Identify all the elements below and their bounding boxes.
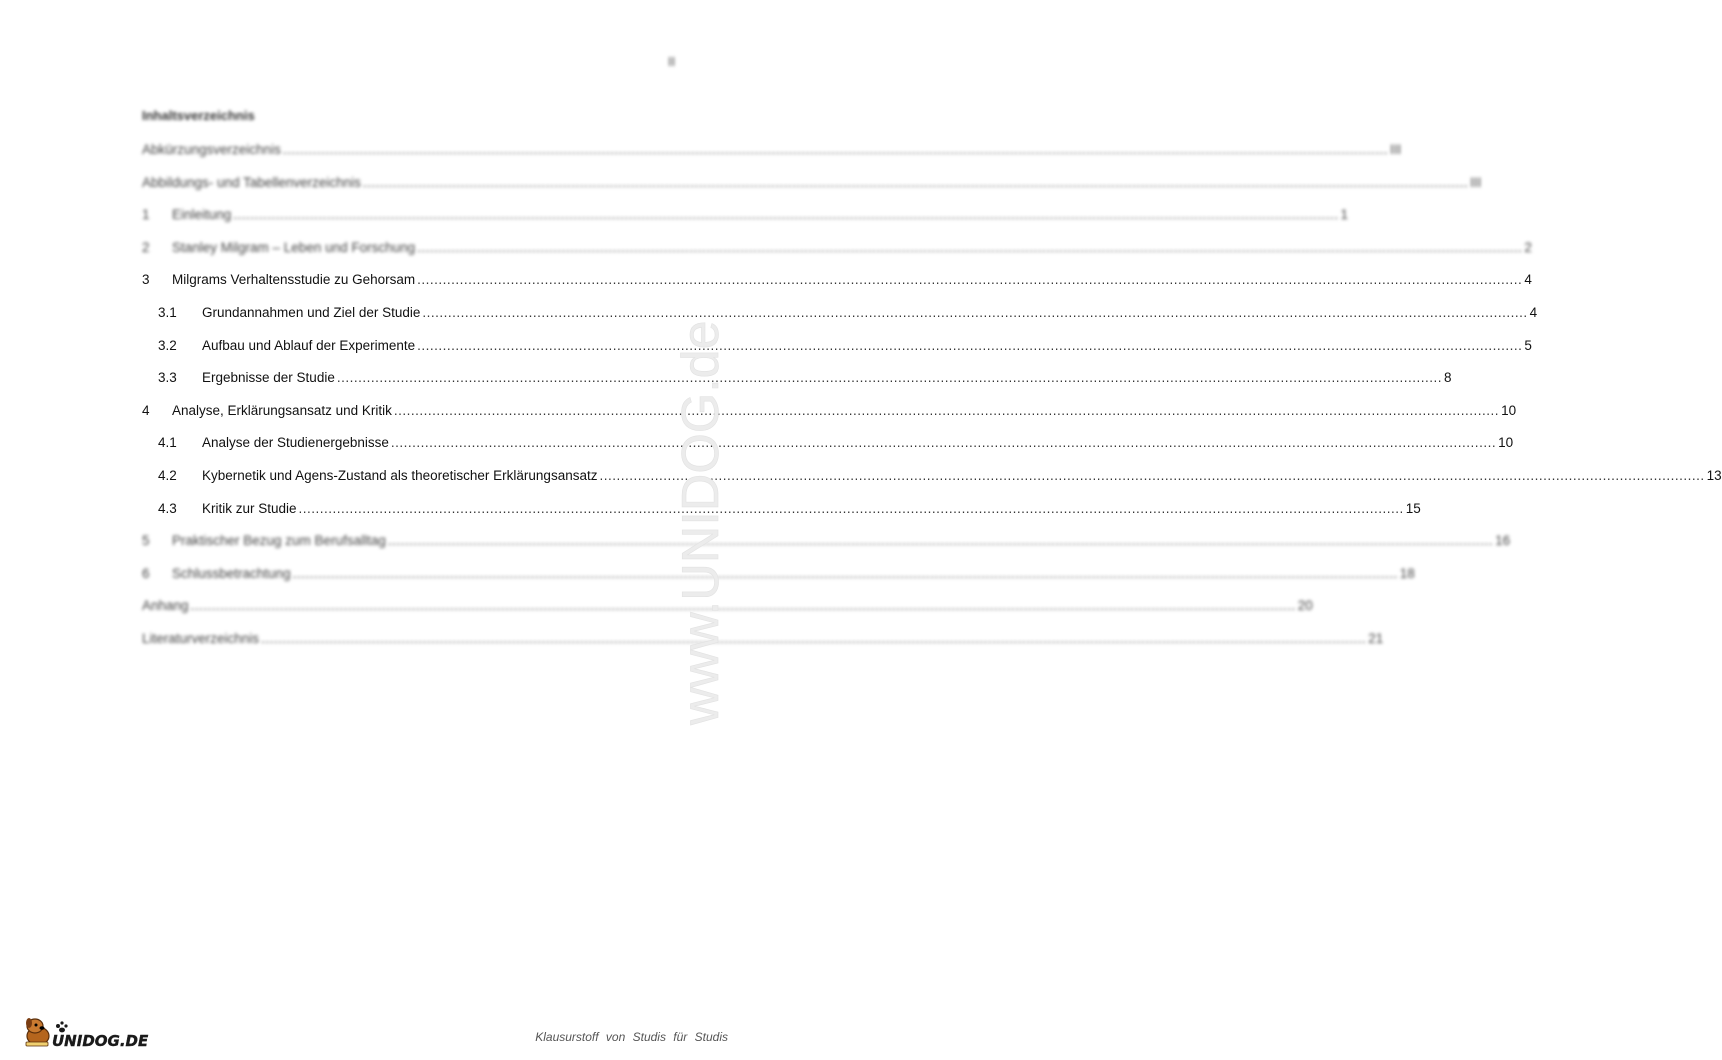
toc-leader-dots: ....................................................................................................................................................................................................................................................................: [417, 272, 1523, 287]
toc-entry-page: 5: [1524, 338, 1532, 353]
watermark-text: www.UNIDOG.de: [672, 320, 730, 725]
toc-entry-number: 1: [142, 207, 150, 222]
toc-entry-title: Stanley Milgram – Leben und Forschung: [172, 240, 416, 255]
toc-entry-number: 2: [142, 240, 150, 255]
toc-entry-number: 4.3: [158, 501, 177, 516]
toc-entry: [142, 564, 1415, 584]
toc-entry: [142, 401, 1517, 421]
toc-leader-dots: ....................................................................................................................................................................................................................................................................: [298, 501, 1404, 516]
toc-entry-title: Grundannahmen und Ziel der Studie: [202, 305, 421, 320]
toc-leader-dots: ....................................................................................................................................................................................................................................................................: [390, 435, 1497, 450]
toc-entry: [142, 629, 1384, 649]
toc-leader-dots: ....................................................................................................................................................................................................................................................................: [422, 305, 1528, 320]
toc-entry: [142, 596, 1313, 616]
toc-leader-dots: ....................................................................................................................................................................................................................................................................: [261, 631, 1367, 646]
toc-entry-number: 3.2: [158, 338, 177, 353]
toc-entry-page: 13: [1706, 468, 1722, 483]
toc-entry-number: 6: [142, 566, 150, 581]
page-number: II: [668, 54, 676, 69]
paw-icon: [56, 1021, 68, 1032]
toc-entry-page: 2: [1524, 240, 1532, 255]
toc-entry-page: 4: [1524, 272, 1532, 287]
toc-entry-title: Kybernetik und Agens-Zustand als theoretischer Erklärungsansatz: [202, 468, 598, 483]
toc-leader-dots: ....................................................................................................................................................................................................................................................................: [362, 175, 1469, 190]
toc-entry-page: 10: [1501, 403, 1517, 418]
toc-leader-dots: ....................................................................................................................................................................................................................................................................: [282, 142, 1389, 157]
toc-entry-title: Einleitung: [172, 207, 232, 222]
toc-entry-page: III: [1390, 142, 1402, 157]
toc-entry: [142, 466, 1722, 486]
toc-entry: [142, 173, 1482, 193]
toc-entry-page: 4: [1529, 305, 1538, 320]
toc-entry-page: III: [1470, 175, 1482, 190]
toc-entry-title: Ergebnisse der Studie: [202, 370, 335, 385]
toc-entry: [142, 499, 1421, 519]
toc-entry-number: 4: [142, 403, 150, 418]
toc-entry-title: Kritik zur Studie: [202, 501, 297, 516]
toc-entry: [142, 270, 1532, 290]
toc-leader-dots: ....................................................................................................................................................................................................................................................................: [417, 338, 1523, 353]
toc-entry-number: 4.2: [158, 468, 177, 483]
dog-mascot-icon: [26, 1018, 49, 1046]
toc-entry-page: 1: [1340, 207, 1349, 222]
toc-entry-page: 8: [1444, 370, 1452, 385]
toc-entry-title: Literaturverzeichnis: [142, 631, 260, 646]
toc-entry-title: Abkürzungsverzeichnis: [142, 142, 281, 157]
toc-leader-dots: ....................................................................................................................................................................................................................................................................: [387, 533, 1494, 548]
toc-entry-title: Abbildungs- und Tabellenverzeichnis: [142, 175, 361, 190]
toc-leader-dots: ....................................................................................................................................................................................................................................................................: [190, 598, 1296, 613]
toc-entry: [142, 303, 1538, 323]
watermark: [640, 220, 760, 740]
toc-entry-page: 20: [1297, 598, 1313, 613]
toc-entry-page: 21: [1368, 631, 1384, 646]
toc-entry-title: Aufbau und Ablauf der Experimente: [202, 338, 416, 353]
toc-entry-number: 3: [142, 272, 150, 287]
toc-entry-title: Anhang: [142, 598, 189, 613]
toc-leader-dots: ....................................................................................................................................................................................................................................................................: [393, 403, 1500, 418]
toc-entry-page: 15: [1405, 501, 1421, 516]
toc-entry-title: Milgrams Verhaltensstudie zu Gehorsam: [172, 272, 416, 287]
footer-tagline: Klausurstoff von Studis für Studis: [535, 1030, 728, 1044]
toc-entry-number: 3.3: [158, 370, 177, 385]
toc-entry-title: Praktischer Bezug zum Berufsalltag: [172, 533, 386, 548]
toc-entry-number: 4.1: [158, 435, 177, 450]
logo-text: UNIDOG.DE: [52, 1032, 149, 1050]
toc-entry-page: 10: [1498, 435, 1514, 450]
toc-leader-dots: ....................................................................................................................................................................................................................................................................: [599, 468, 1705, 483]
unidog-logo: [22, 1014, 152, 1050]
toc-entry-number: 5: [142, 533, 150, 548]
toc-entry: [142, 205, 1349, 225]
toc-leader-dots: ....................................................................................................................................................................................................................................................................: [417, 240, 1523, 255]
toc-entry-title: Schlussbetrachtung: [172, 566, 291, 581]
toc-entry: [142, 336, 1532, 356]
toc-leader-dots: ....................................................................................................................................................................................................................................................................: [336, 370, 1443, 385]
toc-leader-dots: ....................................................................................................................................................................................................................................................................: [292, 566, 1398, 581]
toc-entry: [142, 238, 1532, 258]
toc-entry: [142, 531, 1511, 551]
toc-entry: [142, 368, 1452, 388]
toc-entry-title: Analyse, Erklärungsansatz und Kritik: [172, 403, 392, 418]
toc-entry: [142, 433, 1514, 453]
toc-entry-number: 3.1: [158, 305, 177, 320]
toc-entry-title: Analyse der Studienergebnisse: [202, 435, 389, 450]
toc-entry: [142, 140, 1402, 160]
toc-entry-page: 16: [1495, 533, 1511, 548]
toc-leader-dots: ....................................................................................................................................................................................................................................................................: [233, 207, 1339, 222]
toc-entry-page: 18: [1399, 566, 1415, 581]
toc-title: Inhaltsverzeichnis: [142, 108, 255, 123]
